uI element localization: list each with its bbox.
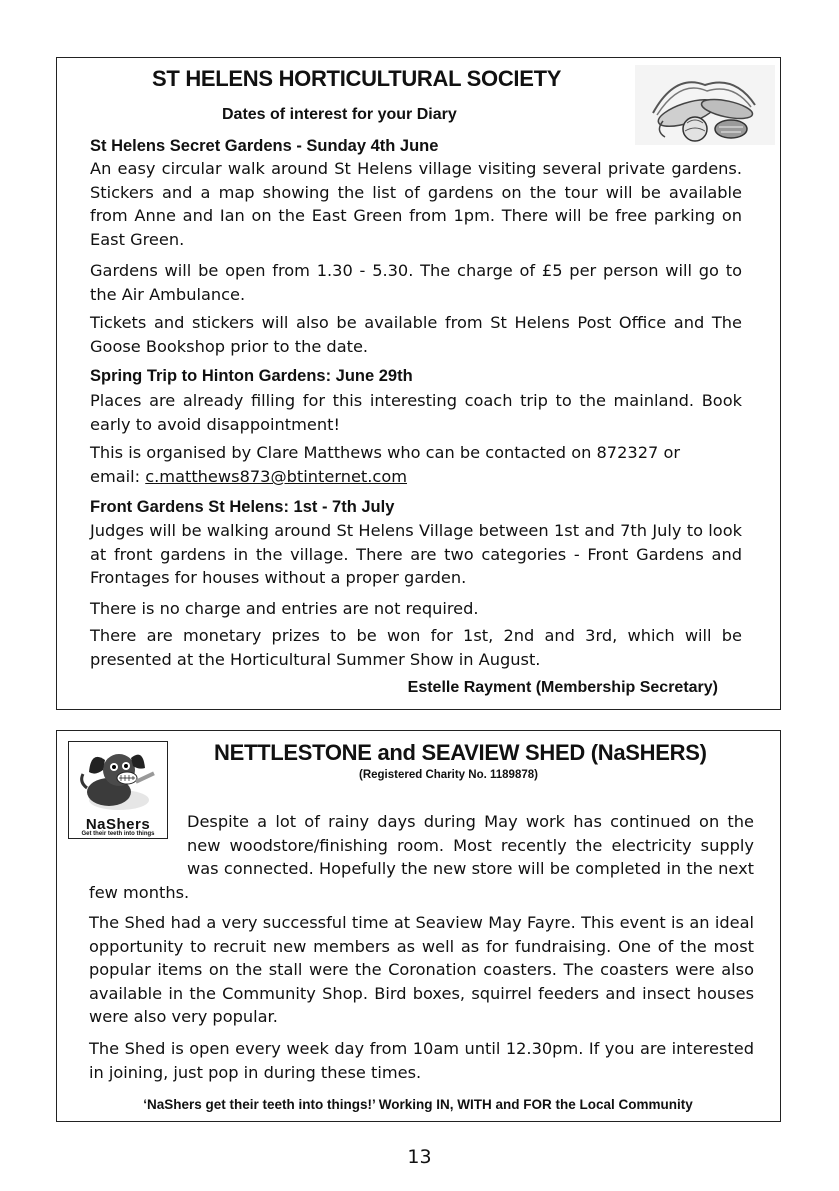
section-paragraph: This is organised by Clare Matthews who can be contacted on 872327 or: [90, 443, 680, 462]
nashers-box: [56, 730, 781, 1122]
vegetable-basket-illustration-icon: [635, 65, 775, 145]
section-paragraph: Tickets and stickers will also be available from St Helens Post Office and The Goose Bookshop prior to the date.: [90, 313, 742, 356]
section-paragraph: Gardens will be open from 1.30 - 5.30. The charge of £5 per person will go to the Air Ambulance.: [90, 261, 742, 304]
section-paragraph: An easy circular walk around St Helens village visiting several private gardens. Stickers and a map showing the list of gardens on the tour will be available from Anne and Ian on the East Green from 1pm. There will be free parking on East Green.: [90, 159, 742, 249]
charity-number: (Registered Charity No. 1189878): [359, 769, 538, 781]
shed-paragraph: The Shed is open every week day from 10am until 12.30pm. If you are interested in joining, just pop in during these times.: [89, 1039, 754, 1082]
logo-name: NaShers: [85, 816, 151, 833]
shed-paragraph: Despite a lot of rainy days during May work has continued on the new woodstore/finishing room. Most recently the electricity supply was connected. Hopefully the new store will be completed in the next few months.: [89, 812, 754, 902]
section-paragraph: There is no charge and entries are not required.: [90, 599, 479, 618]
email-link[interactable]: c.matthews873@btinternet.com: [145, 467, 407, 486]
shed-paragraph: The Shed had a very successful time at Seaview May Fayre. This event is an ideal opportunity to recruit new members as well as for fundraising. One of the most popular items on the stall were the Coronation coasters. The coasters were also available in the Community Shop. Bird boxes, squirrel feeders and insect houses were also very popular.: [89, 913, 754, 1027]
section-heading: St Helens Secret Gardens - Sunday 4th June: [90, 137, 439, 155]
email-prefix: email:: [90, 467, 146, 486]
hort-title: ST HELENS HORTICULTURAL SOCIETY: [152, 66, 562, 91]
logo-tagline: Get their teeth into things: [81, 831, 155, 837]
horticultural-society-box: [56, 57, 781, 710]
section-paragraph: Places are already filling for this interesting coach trip to the mainland. Book early to avoid disappointment!: [90, 391, 742, 434]
section-paragraph: Judges will be walking around St Helens Village between 1st and 7th July to look at front gardens in the village. There are two categories - Front Gardens and Frontages for houses without a proper garden.: [90, 521, 742, 588]
shed-title: NETTLESTONE and SEAVIEW SHED (NaSHERS): [214, 740, 707, 765]
section-heading: Front Gardens St Helens: 1st - 7th July: [90, 498, 395, 516]
email-line: [90, 465, 742, 489]
section-paragraph: There are monetary prizes to be won for 1st, 2nd and 3rd, which will be presented at the Horticultural Summer Show in August.: [90, 626, 742, 669]
shed-motto: ‘NaShers get their teeth into things!’ Working IN, WITH and FOR the Local Community: [143, 1097, 693, 1112]
hort-subtitle: Dates of interest for your Diary: [222, 106, 457, 123]
section-heading: Spring Trip to Hinton Gardens: June 29th: [90, 367, 413, 385]
signature: Estelle Rayment (Membership Secretary): [407, 679, 718, 696]
page-number: 13: [407, 1146, 432, 1168]
